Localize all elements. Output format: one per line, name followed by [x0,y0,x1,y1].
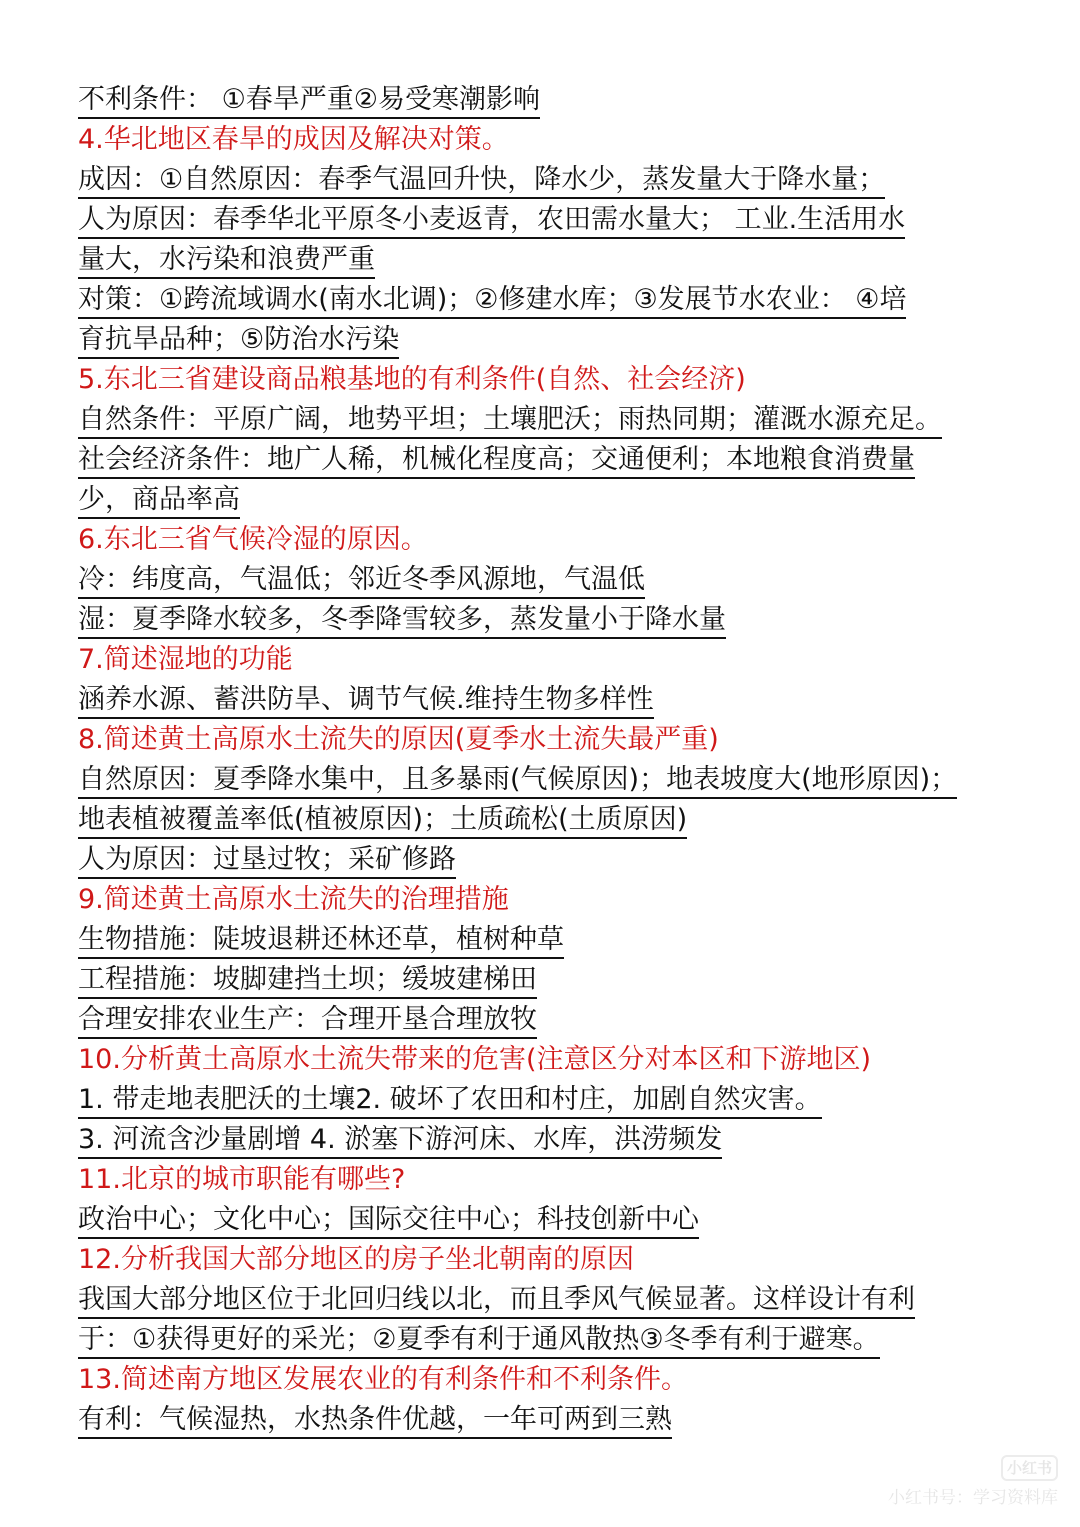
section-heading: 11.北京的城市职能有哪些? [78,1164,406,1195]
underlined-text: 湿：夏季降水较多，冬季降雪较多，蒸发量小于降水量 [78,604,726,639]
underlined-text: 人为原因：过垦过牧；采矿修路 [78,844,456,879]
underlined-text: 政治中心；文化中心；国际交往中心；科技创新中心 [78,1204,699,1239]
section-heading: 7.简述湿地的功能 [78,644,293,675]
underlined-text: 地表植被覆盖率低(植被原因)；土质疏松(土质原因) [78,804,687,839]
text-line [78,600,1038,640]
section-heading: 6.东北三省气候冷湿的原因。 [78,524,428,555]
text-line [78,1000,1038,1040]
watermark-text: 小红书号：学习资料库 [888,1488,1058,1508]
watermark-logo: 小红书 [1001,1455,1058,1481]
text-line [78,200,1038,240]
text-line [78,760,1038,800]
text-line [78,1320,1038,1360]
underlined-text: 对策：①跨流域调水(南水北调)；②修建水库；③发展节水农业： ④培 [78,284,906,319]
section-heading: 10.分析黄土高原水土流失带来的危害(注意区分对本区和下游地区) [78,1044,872,1075]
text-line [78,680,1038,720]
underlined-text: 自然条件：平原广阔，地势平坦；土壤肥沃；雨热同期；灌溉水源充足。 [78,404,942,439]
text-line [78,1400,1038,1440]
underlined-text: 有利：气候湿热，水热条件优越，一年可两到三熟 [78,1404,672,1439]
text-line [78,1080,1038,1120]
underlined-text: 不利条件： ①春旱严重②易受寒潮影响 [78,84,540,119]
text-line [78,440,1038,480]
text-line [78,960,1038,1000]
underlined-text: 成因：①自然原因：春季气温回升快，降水少，蒸发量大于降水量； [78,164,885,199]
underlined-text: 合理安排农业生产：合理开垦合理放牧 [78,1004,537,1039]
text-line [78,160,1038,200]
underlined-text: 于：①获得更好的采光；②夏季有利于通风散热③冬季有利于避寒。 [78,1324,880,1359]
text-line [78,240,1038,280]
section-heading: 13.简述南方地区发展农业的有利条件和不利条件。 [78,1364,688,1395]
text-line [78,400,1038,440]
section-heading: 8.简述黄土高原水土流失的原因(夏季水土流失最严重) [78,724,719,755]
underlined-text: 人为原因：春季华北平原冬小麦返青，农田需水量大； 工业.生活用水 [78,204,905,239]
text-line [78,1120,1038,1160]
section-heading: 9.简述黄土高原水土流失的治理措施 [78,884,509,915]
underlined-text: 3. 河流含沙量剧增 4. 淤塞下游河床、水库，洪涝频发 [78,1124,722,1159]
text-line [78,480,1038,520]
underlined-text: 量大，水污染和浪费严重 [78,244,375,279]
text-line [78,320,1038,360]
watermark [888,1455,1058,1509]
section-heading: 5.东北三省建设商品粮基地的有利条件(自然、社会经济) [78,364,746,395]
text-line [78,80,1038,120]
underlined-text: 工程措施：坡脚建挡土坝；缓坡建梯田 [78,964,537,999]
document-page [78,80,1038,1440]
text-line [78,560,1038,600]
text-line [78,1200,1038,1240]
underlined-text: 我国大部分地区位于北回归线以北，而且季风气候显著。这样设计有利 [78,1284,915,1319]
text-line [78,280,1038,320]
underlined-text: 生物措施：陡坡退耕还林还草，植树种草 [78,924,564,959]
underlined-text: 自然原因：夏季降水集中，且多暴雨(气候原因)；地表坡度大(地形原因)； [78,764,957,799]
underlined-text: 冷：纬度高，气温低；邻近冬季风源地，气温低 [78,564,645,599]
section-heading: 4.华北地区春旱的成因及解决对策。 [78,124,509,155]
text-line [78,800,1038,840]
underlined-text: 涵养水源、蓄洪防旱、调节气候.维持生物多样性 [78,684,654,719]
underlined-text: 社会经济条件：地广人稀，机械化程度高；交通便利；本地粮食消费量 [78,444,915,479]
text-line [78,920,1038,960]
underlined-text: 少，商品率高 [78,484,240,519]
text-line [78,1280,1038,1320]
section-heading: 12.分析我国大部分地区的房子坐北朝南的原因 [78,1244,634,1275]
underlined-text: 育抗旱品种；⑤防治水污染 [78,324,399,359]
underlined-text: 1. 带走地表肥沃的土壤2. 破坏了农田和村庄，加剧自然灾害。 [78,1084,822,1119]
text-line [78,840,1038,880]
